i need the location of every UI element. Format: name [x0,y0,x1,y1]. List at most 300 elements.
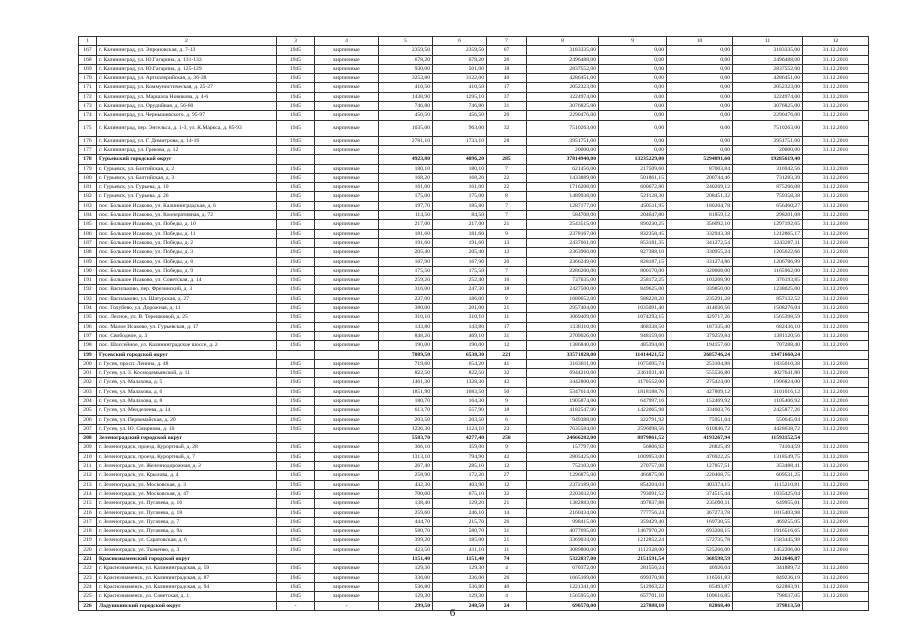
table-cell: 1338110,00 [527,322,599,331]
table-row [79,183,869,192]
table-cell: 1318549,75 [733,452,803,461]
table-cell: 1945 [277,443,315,452]
table-row [79,192,869,201]
table-row [79,211,869,220]
table-cell: 469,10 [433,331,487,340]
table-cell [315,155,379,164]
table-cell: пос. Большое Исаково, ул. Победы, д. 2 [97,238,277,247]
table-cell: 224 [79,582,97,591]
table-cell: пос. Большое Исаково, ул. Советская, д. 14 [97,276,277,285]
table-cell: 1835010,38 [733,359,803,368]
table-cell: 690570,00 [527,601,599,610]
table-cell: 298201,08 [733,211,803,220]
table-cell: 205,40 [379,248,433,257]
table-cell: 1945 [277,183,315,192]
table-cell: 85493,87 [667,582,733,591]
table-cell: 31.12.2016 [803,592,869,601]
table-cell: 613,70 [379,406,433,415]
table-cell: 849236,19 [733,573,803,582]
table-cell: 9 [487,294,527,303]
table-cell: 1212852,24 [599,536,667,545]
table-cell: 16 [487,276,527,285]
table-row [79,285,869,294]
table-cell: 167,90 [379,257,433,266]
table-cell: 1945 [277,120,315,136]
table-cell [803,434,869,443]
table-cell: 31.12.2016 [803,257,869,266]
table-cell: кирпичные [315,424,379,433]
table-cell: 31.12.2016 [803,480,869,489]
table-cell: 746,80 [433,102,487,111]
table-cell: 2427500,00 [527,285,599,294]
table-cell: 310,10 [433,313,487,322]
table-cell: 621456,00 [527,164,599,173]
table-cell: 40 [487,74,527,83]
table-cell: 31.12.2016 [803,83,869,92]
table-cell: 0,00 [667,74,733,83]
table-row [79,229,869,238]
table-cell: 56806,92 [599,443,667,452]
table-cell: 31.12.2016 [803,294,869,303]
table-cell: 31.12.2016 [803,415,869,424]
table-cell: 7510263,00 [733,120,803,136]
table-cell: кирпичные [315,266,379,275]
table-cell: пос. Малое Исаково, ул. Гурьевская, д. 17 [97,322,277,331]
table-cell: 622883,91 [733,582,803,591]
table-cell: 332943,38 [667,229,733,238]
table-cell: 12 [487,248,527,257]
table-cell: 0,00 [599,64,667,73]
table-cell: 168 [79,55,97,64]
table-cell: 258 [487,434,527,443]
table-cell: 0,00 [667,102,733,111]
table-row [79,592,869,601]
table-cell: 167 [79,46,97,55]
table-cell: 164,30 [433,396,487,405]
table-cell: 181 [79,183,97,192]
table-cell: 0,00 [667,145,733,154]
table-cell: 609531,25 [733,471,803,480]
table-cell: 31 [487,331,527,340]
table-cell: 4277,40 [433,434,487,443]
table-cell: 252,40 [433,276,487,285]
table-cell: 13235229,00 [599,155,667,164]
table-cell: 221 [487,350,527,359]
table-cell: 116561,83 [667,573,733,582]
table-cell: 1945 [277,46,315,55]
table-cell: 1074293,15 [599,313,667,322]
table-cell: 719,60 [379,359,433,368]
table-cell: 1945 [277,387,315,396]
table-cell: г. Гусев, ул. Малахова, д. 6 [97,387,277,396]
table-cell: 9 [487,229,527,238]
table-cell: пос. Большое Исаково, ул. Победы, д. 9 [97,266,277,275]
table-cell: 0,00 [599,136,667,145]
table-cell: 793091,52 [599,489,667,498]
table-cell: 456,50 [379,111,433,120]
table-row [79,582,869,591]
table-cell: 832358,45 [599,229,667,238]
table-cell: 169 [79,64,97,73]
table-cell: кирпичные [315,92,379,101]
table-row [79,424,869,433]
table-cell: 1945 [277,545,315,554]
table-cell: 468338,50 [599,322,667,331]
table-cell: г. Гусев, ул. Менделеева, д. 14 [97,406,277,415]
table-cell: 31.12.2016 [803,406,869,415]
table-cell: 203,50 [379,415,433,424]
table-cell: 67 [487,46,527,55]
table-cell: 267,40 [379,462,433,471]
table-cell: 1733,10 [433,136,487,145]
table-cell: 1945 [277,527,315,536]
table-cell: 11 [487,313,527,322]
table-cell: 31.12.2016 [803,248,869,257]
table-cell: г. Зеленоградск, ул. Московская, д. 3 [97,480,277,489]
table-cell: 501,00 [433,64,487,73]
table-cell: 4286451,00 [733,74,803,83]
table-cell: кирпичные [315,369,379,378]
table-cell: 1945 [277,378,315,387]
table-cell: г. Гусев, ул. Первомайская, д. 20 [97,415,277,424]
table-cell: 31.12.2016 [803,266,869,275]
table-cell: 32 [487,120,527,136]
table-cell: 2363966,00 [527,248,599,257]
table-cell: 2359,50 [433,46,487,55]
table-cell: 208451,32 [667,192,733,201]
table-cell: 172,20 [433,471,487,480]
district-total-row [79,350,869,359]
table-cell: кирпичные [315,545,379,554]
table-cell: 270757,08 [599,462,667,471]
table-cell: 1945 [277,424,315,433]
table-cell: 13 [487,238,527,247]
table-cell: 194157,60 [667,341,733,350]
table-cell: 336,00 [433,573,487,582]
table-cell: 214 [79,489,97,498]
table-cell: 31.12.2016 [803,508,869,517]
table-cell: 1945 [277,83,315,92]
table-cell: 656460,27 [733,201,803,210]
table-cell: 175,00 [433,192,487,201]
table-row [79,527,869,536]
table-cell: 31.12.2016 [803,145,869,154]
table-cell: 678,20 [433,55,487,64]
table-cell: 17 [487,83,527,92]
table-cell: 31.12.2016 [803,304,869,313]
table-cell: 1386840,00 [527,341,599,350]
table-cell: 423,50 [379,545,433,554]
table-cell: кирпичные [315,294,379,303]
table-cell: 31.12.2016 [803,173,869,182]
table-cell: 1075695,74 [599,359,667,368]
table-cell: 0,00 [667,136,733,145]
table-row [79,257,869,266]
table-cell: г. Зеленоградск, ул. Пугачева, д. 18 [97,508,277,517]
table-cell: 1205622,66 [733,248,803,257]
table-cell: 31.12.2016 [803,120,869,136]
table-cell: 8 [487,192,527,201]
table-cell: 963,00 [433,120,487,136]
table-cell: 299,50 [379,601,433,610]
table-cell: 432,30 [379,480,433,489]
table-cell: 192 [79,285,97,294]
table-cell: 174 [79,111,97,120]
table-cell: 1295,10 [433,92,487,101]
table-cell: 4077695,00 [527,527,599,536]
table-cell: 31.12.2016 [803,276,869,285]
table-cell: 190,00 [433,341,487,350]
table-cell: 3163811,00 [527,359,599,368]
table-cell: 700,00 [379,489,433,498]
table-cell [277,555,315,564]
table-cell: 31.12.2016 [803,229,869,238]
table-cell: 31.12.2016 [803,527,869,536]
table-cell: 31.12.2016 [803,313,869,322]
table-cell: 1945 [277,480,315,489]
table-cell: 182 [79,192,97,201]
table-cell: 31.12.2016 [803,64,869,73]
table-cell: 356092,10 [667,220,733,229]
table-cell: 1945 [277,452,315,461]
table-cell: 285 [487,155,527,164]
table-cell: 1945 [277,92,315,101]
table-cell [803,155,869,164]
table-cell: 218 [79,527,97,536]
table-cell: г. Калининград, пер. Энгельса, д. 1-3, ул. К.Маркса, д. 85-93 [97,120,277,136]
table-cell: 26 [487,55,527,64]
table-cell: 31.12.2016 [803,489,869,498]
table-cell: 200 [79,359,97,368]
table-cell: 211 [79,462,97,471]
table-cell: 189 [79,257,97,266]
table-row [79,74,869,83]
table-cell: кирпичные [315,452,379,461]
table-cell: 31.12.2016 [803,545,869,554]
table-row [79,443,869,452]
table-cell: 0,00 [667,83,733,92]
table-cell: 180,10 [433,164,487,173]
table-row [79,499,869,508]
table-cell: 180204,78 [667,201,733,210]
table-cell: 202 [79,378,97,387]
table-cell: 1945 [277,55,315,64]
table-cell: 1945 [277,248,315,257]
table-cell: 316942,56 [733,164,803,173]
column-number-cell: 12 [803,37,869,46]
table-cell: 2612646,87 [733,555,803,564]
table-row [79,387,869,396]
table-cell: 129,30 [433,592,487,601]
table-row [79,304,869,313]
table-cell: 497837,88 [599,499,667,508]
table-cell: 180 [79,173,97,182]
table-cell: 31.12.2016 [803,164,869,173]
table-row [79,102,869,111]
table-cell: 26 [487,573,527,582]
table-cell: 3183335,00 [733,46,803,55]
table-cell: 208 [79,434,97,443]
table-cell: 177 [79,145,97,154]
table-cell: 1945 [277,74,315,83]
table-cell: 2052323,00 [527,83,599,92]
table-cell: г. Зеленоградск, ул. Железнодорожная, д. 2 [97,462,277,471]
table-row [79,92,869,101]
table-row [79,201,869,210]
table-cell: 647997,16 [599,396,667,405]
table-cell: 2685746,24 [667,350,733,359]
table-cell: 176 [79,136,97,145]
table-cell: кирпичные [315,285,379,294]
table-cell: 1945 [277,285,315,294]
table-cell: 114,50 [379,211,433,220]
table-cell: 359,00 [433,443,487,452]
table-cell: 1381120,56 [733,331,803,340]
table-cell: 675,10 [433,489,487,498]
table-cell: 682436,10 [733,322,803,331]
table-cell: кирпичные [315,220,379,229]
table-cell: г. Калининград, ул. Ю.Гагарина, д. 125-129 [97,64,277,73]
table-cell: 14 [487,508,527,517]
table-cell: 0,00 [599,111,667,120]
table-cell: пос. Васильково, пер. Фрезинский, д. 3 [97,285,277,294]
table-cell: 259,20 [379,276,433,285]
table-cell: 20 [487,111,527,120]
table-cell: 3089800,00 [527,545,599,554]
table-cell: 1035091,40 [599,304,667,313]
table-row [79,248,869,257]
table-cell: 828187,15 [599,257,667,266]
table-cell: кирпичные [315,564,379,573]
table-cell: 580,70 [379,527,433,536]
table-cell: кирпичные [315,396,379,405]
table-cell: 1221341,00 [527,582,599,591]
table-cell: 31.12.2016 [803,46,869,55]
table-cell: 0,00 [667,64,733,73]
table-cell: 359429,40 [599,517,667,526]
table-cell: 185,00 [433,536,487,545]
table-cell: 186,00 [433,294,487,303]
table-cell: 259,60 [379,508,433,517]
table-row [79,396,869,405]
table-cell: 588228,20 [599,294,667,303]
table-cell: 129,30 [433,564,487,573]
table-cell: 168,20 [433,173,487,182]
table-cell: 1945 [277,471,315,480]
table-cell: 31.12.2016 [803,582,869,591]
table-cell: 4096,20 [433,155,487,164]
table-cell: 1905874,00 [527,396,599,405]
table-cell: г. Гурьевск, ул. Гурьева, д. 26 [97,192,277,201]
table-cell: 31.12.2016 [803,536,869,545]
district-total-row [79,555,869,564]
table-cell: 0,00 [599,92,667,101]
column-number-cell: 9 [599,37,667,46]
table-cell: кирпичные [315,378,379,387]
table-cell: 1105406,92 [733,396,803,405]
table-cell: 2160434,00 [527,508,599,517]
table-cell: 21 [487,499,527,508]
table-row [79,120,869,136]
table-cell: 31.12.2016 [803,369,869,378]
table-cell: 555536,80 [667,369,733,378]
table-cell: 206 [79,415,97,424]
table-row [79,64,869,73]
table-cell: г. Калининград, ул. Маршала Новикова, д. 4-6 [97,92,277,101]
table-cell: 28 [487,136,527,145]
table-cell: 187 [79,238,97,247]
table-cell: 7635584,00 [527,424,599,433]
table-cell: кирпичные [315,276,379,285]
table-cell: 1151,40 [379,555,433,564]
table-cell: 1583445,98 [733,536,803,545]
table-cell: 1035425,04 [733,489,803,498]
table-cell: кирпичные [315,201,379,210]
table-cell: 4286451,00 [527,74,599,83]
table-cell: 1565398,59 [733,313,803,322]
table-cell: 227888,10 [599,601,667,610]
table-cell: 1382883,00 [527,499,599,508]
table-cell: 476922,25 [667,452,733,461]
table-cell: 217,00 [433,220,487,229]
table-cell: 207 [79,424,97,433]
table-cell: 31.12.2016 [803,462,869,471]
table-cell: 822,50 [379,369,433,378]
table-cell: 334603,76 [667,406,733,415]
table-cell: 12 [487,462,527,471]
table-cell: 600672,80 [599,183,667,192]
table-cell: 1165962,00 [733,266,803,275]
table-cell: 6 [487,415,527,424]
table-cell: 17 [487,322,527,331]
table-row [79,545,869,554]
column-number-cell: 5 [379,37,433,46]
table-cell: 4 [487,592,527,601]
table-cell: 31.12.2016 [803,201,869,210]
table-cell: 1665169,00 [527,573,599,582]
table-cell: 2203032,00 [527,489,599,498]
table-cell: 746,80 [379,102,433,111]
table-row [79,359,869,368]
column-number-cell: 6 [433,37,487,46]
table-cell: 949388,00 [527,415,599,424]
table-cell: 217 [79,517,97,526]
table-cell: 129,30 [379,564,433,573]
table-cell: кирпичные [315,211,379,220]
table-cell: - [277,601,315,610]
table-cell: 1461,30 [379,378,433,387]
table-cell: 205,40 [433,248,487,257]
table-cell: 1945 [277,499,315,508]
table-cell: 2425877,26 [733,406,803,415]
table-cell [433,145,487,154]
table-cell: 3224974,00 [527,92,599,101]
table-row [79,508,869,517]
table-cell: кирпичные [315,462,379,471]
table-cell: 1945 [277,102,315,111]
table-cell: 399,20 [379,536,433,545]
table-cell: 3253,80 [379,74,433,83]
table-cell: 180,10 [379,164,433,173]
table-cell: 759358,38 [733,192,803,201]
table-cell: 580,70 [433,527,487,536]
table-cell: 1945 [277,294,315,303]
table-cell: 31.12.2016 [803,92,869,101]
table-cell: 376193,85 [733,276,803,285]
table-cell: 1945 [277,564,315,573]
table-row [79,564,869,573]
table-cell: 19285619,40 [733,155,803,164]
